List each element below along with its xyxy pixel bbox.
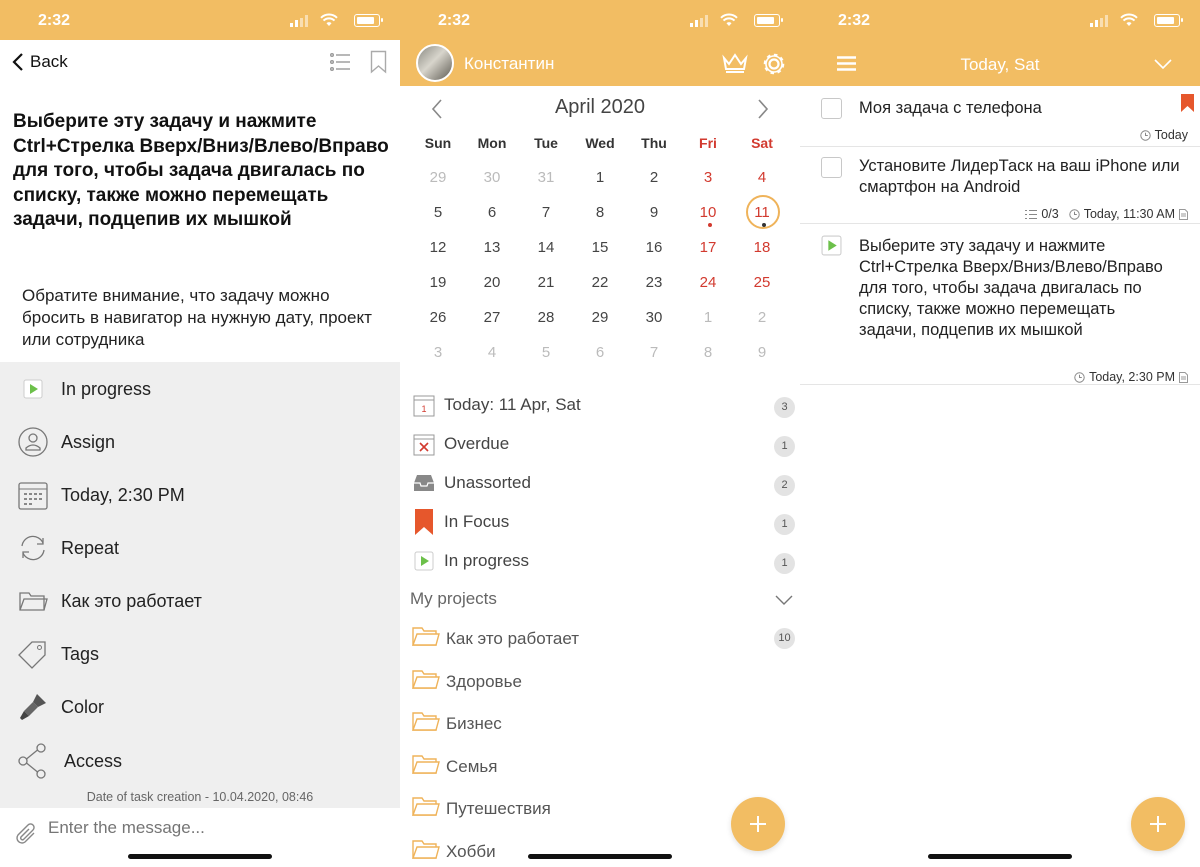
chevron-down-icon[interactable] (774, 594, 794, 606)
calendar-month: April 2020 (554, 96, 646, 118)
task-creation-date: Date of task creation - 10.04.2020, 08:46 (86, 790, 314, 804)
share-icon (16, 744, 50, 778)
project-item[interactable] (400, 704, 800, 744)
property-color[interactable] (0, 682, 400, 732)
task-text: Выберите эту задачу и нажмите Ctrl+Стрелка Вверх/Вниз/Влево/Вправо для того, чтобы задача двигалась по списку, также можно перемещать задачи, подцепив их мышкой (859, 237, 1163, 339)
property-label: Tags (61, 643, 100, 664)
status-bar (0, 0, 400, 40)
paperclip-icon[interactable] (14, 822, 40, 848)
bookmark-icon (1181, 94, 1194, 112)
battery-icon (354, 14, 380, 27)
project-item[interactable] (400, 747, 800, 787)
task-checkbox[interactable] (821, 157, 842, 178)
tag-icon (16, 637, 50, 671)
list-title[interactable]: Today, Sat (960, 55, 1040, 74)
property-label: Today, 2:30 PM (61, 484, 185, 505)
calendar-day[interactable]: 26 (429, 309, 447, 326)
calendar-day[interactable]: 20 (483, 274, 501, 291)
folder-icon (412, 625, 440, 647)
calendar-day[interactable]: 19 (429, 274, 447, 291)
task-due: Today, 11:30 AM (1083, 207, 1175, 221)
nav-item-label: In Focus (444, 512, 510, 531)
calendar-day[interactable]: 9 (649, 204, 659, 221)
folder-icon (412, 795, 440, 817)
task-checkbox[interactable] (821, 98, 842, 119)
property-access[interactable] (0, 736, 400, 786)
folder-icon (412, 753, 440, 775)
calendar-day[interactable]: 1 (703, 309, 713, 326)
nav-item-label: Today: 11 Apr, Sat (444, 395, 581, 414)
wifi-icon (320, 13, 338, 27)
task-meta (1074, 370, 1188, 384)
task-row[interactable] (800, 224, 1200, 385)
calendar-day[interactable]: 29 (591, 309, 609, 326)
calendar-day[interactable]: 18 (753, 239, 771, 256)
property-label: Access (64, 750, 123, 771)
calendar-day[interactable]: 4 (757, 169, 767, 186)
checklist-icon (1025, 209, 1037, 220)
calendar-day[interactable]: 6 (595, 344, 605, 361)
property-label: Repeat (61, 537, 120, 558)
brush-icon (16, 690, 50, 724)
svg-text:1: 1 (421, 404, 427, 414)
wifi-icon (1120, 13, 1138, 27)
calendar-day[interactable]: 3 (703, 169, 713, 186)
task-title[interactable]: Выберите эту задачу и нажмите Ctrl+Стрелка Вверх/Вниз/Влево/Вправо для того, чтобы задача двигалась по списку, также можно перемещать задачи, подцепив их мышкой (13, 111, 389, 230)
task-due: Today, 2:30 PM (1089, 370, 1175, 384)
nav-item-label: Unassorted (444, 473, 531, 492)
play-icon (16, 372, 50, 406)
note-icon (1179, 209, 1188, 220)
nav-item-in-progress[interactable] (400, 542, 800, 580)
project-label: Семья (446, 756, 498, 776)
calendar-day[interactable]: 2 (757, 309, 767, 326)
nav-item-overdue[interactable] (400, 425, 800, 463)
bookmark-icon (412, 509, 436, 535)
signal-icon (690, 15, 708, 27)
project-item[interactable] (400, 662, 800, 702)
home-indicator (928, 854, 1072, 859)
property-date[interactable] (0, 470, 400, 520)
project-item[interactable] (400, 619, 800, 659)
property-label: Как это работает (61, 590, 202, 611)
chevron-right-icon[interactable] (756, 98, 770, 120)
count-badge: 3 (774, 397, 795, 418)
message-input[interactable] (48, 818, 348, 838)
clock-icon (1074, 372, 1085, 383)
signal-icon (290, 15, 308, 27)
calendar-day[interactable]: 3 (433, 344, 443, 361)
signal-icon (1090, 15, 1108, 27)
calendar-day[interactable]: 7 (541, 204, 551, 221)
task-text: Установите ЛидерТаск на ваш iPhone или смартфон на Android (859, 157, 1180, 196)
calendar-day[interactable]: 30 (645, 309, 663, 326)
calendar-day[interactable]: 7 (649, 344, 659, 361)
calendar-day[interactable]: 4 (487, 344, 497, 361)
calendar-day[interactable]: 28 (537, 309, 555, 326)
subtask-count: 0/3 (1041, 207, 1059, 221)
event-dot (762, 223, 766, 227)
count-badge: 1 (774, 553, 795, 574)
task-text: Моя задача с телефона (859, 99, 1042, 117)
status-bar (800, 0, 1200, 40)
crown-icon[interactable] (722, 52, 748, 74)
weekday-label: Fri (699, 135, 717, 151)
back-label: Back (30, 52, 68, 71)
calendar-day[interactable]: 14 (537, 239, 555, 256)
calendar-day[interactable]: 12 (429, 239, 447, 256)
nav-item-label: Overdue (444, 434, 510, 453)
wifi-icon (720, 13, 738, 27)
add-task-button[interactable] (731, 797, 785, 851)
weekday-label: Wed (585, 135, 615, 151)
calendar-day[interactable]: 13 (483, 239, 501, 256)
chevron-down-icon[interactable] (1153, 58, 1173, 70)
weekday-label: Thu (641, 135, 667, 151)
calendar-day[interactable]: 24 (699, 274, 717, 291)
nav-item-label: In progress (444, 551, 530, 570)
folder-icon (412, 838, 440, 860)
calendar-day[interactable]: 11 (754, 204, 770, 221)
calendar-day[interactable]: 1 (595, 169, 605, 186)
status-bar (400, 0, 800, 40)
event-dot (708, 223, 712, 227)
calendar-day[interactable]: 16 (645, 239, 663, 256)
back-button[interactable] (12, 52, 68, 72)
calendar-day[interactable]: 22 (591, 274, 609, 291)
calendar-day[interactable]: 17 (699, 239, 717, 256)
project-label: Бизнес (446, 714, 502, 734)
avatar[interactable] (416, 44, 454, 82)
add-task-button[interactable] (1131, 797, 1185, 851)
count-badge: 2 (774, 475, 795, 496)
checklist-icon[interactable] (329, 51, 351, 73)
play-icon (821, 235, 842, 256)
weekday-label: Sat (751, 135, 773, 151)
calendar-day[interactable]: 23 (645, 274, 663, 291)
calendar-today-icon (412, 392, 436, 418)
property-label: Color (61, 696, 105, 717)
task-due: Today (1154, 128, 1188, 142)
task-row[interactable] (800, 86, 1200, 147)
property-label: Assign (61, 431, 116, 452)
property-repeat[interactable] (0, 523, 400, 573)
count-badge: 1 (774, 514, 795, 535)
task-meta (1140, 128, 1188, 142)
calendar-day[interactable]: 8 (595, 204, 605, 221)
calendar-day[interactable]: 5 (433, 204, 443, 221)
folder-icon (412, 668, 440, 690)
property-label: In progress (61, 378, 152, 399)
calendar-day[interactable]: 31 (537, 169, 555, 186)
nav-item-unassorted[interactable] (400, 464, 800, 502)
calendar-day[interactable]: 6 (487, 204, 497, 221)
calendar-overdue-icon (412, 431, 436, 457)
my-projects-header[interactable]: My projects (410, 589, 497, 608)
calendar-day[interactable]: 2 (649, 169, 659, 186)
status-time: 2:32 (438, 12, 471, 29)
status-time: 2:32 (38, 12, 71, 29)
task-list-screen (800, 0, 1200, 867)
calendar-day[interactable]: 9 (757, 344, 767, 361)
battery-icon (1154, 14, 1180, 27)
count-badge: 1 (774, 436, 795, 457)
calendar-day[interactable]: 29 (429, 169, 447, 186)
calendar-day[interactable]: 15 (591, 239, 609, 256)
task-properties-panel (0, 362, 400, 808)
status-time: 2:32 (838, 12, 871, 29)
project-label: Путешествия (446, 799, 551, 819)
plus-icon (1149, 815, 1167, 833)
task-note[interactable]: Обратите внимание, что задачу можно бросить в навигатор на нужную дату, проект или сотрудника (22, 286, 372, 349)
calendar-day[interactable]: 30 (483, 169, 501, 186)
user-name[interactable]: Константин (464, 54, 555, 73)
user-icon (16, 425, 50, 459)
calendar-day[interactable]: 8 (703, 344, 713, 361)
weekday-label: Sun (424, 135, 452, 151)
calendar-day[interactable]: 25 (753, 274, 771, 291)
repeat-icon (16, 531, 50, 565)
calendar-day[interactable]: 10 (699, 204, 717, 221)
play-icon (412, 548, 436, 574)
bookmark-icon[interactable] (370, 50, 387, 74)
calendar-day[interactable]: 27 (483, 309, 501, 326)
chevron-left-icon (12, 52, 24, 72)
property-status[interactable] (0, 364, 400, 414)
plus-icon (749, 815, 767, 833)
property-tags[interactable] (0, 629, 400, 679)
navigator-screen (400, 0, 800, 867)
clock-icon (1069, 209, 1080, 220)
home-indicator (528, 854, 672, 859)
project-label: Как это работает (446, 629, 580, 648)
weekday-label: Mon (477, 135, 507, 151)
note-icon (1179, 372, 1188, 383)
folder-icon (16, 584, 50, 618)
project-label: Здоровье (446, 671, 522, 691)
count-badge: 10 (774, 628, 795, 649)
task-detail-screen (0, 0, 400, 867)
task-meta (1025, 207, 1188, 221)
task-row[interactable] (800, 147, 1200, 224)
clock-icon (1140, 130, 1151, 141)
folder-icon (412, 710, 440, 732)
property-project[interactable] (0, 576, 400, 626)
property-assign[interactable] (0, 417, 400, 467)
nav-item-today[interactable] (400, 386, 800, 424)
calendar-day[interactable]: 5 (541, 344, 551, 361)
home-indicator (128, 854, 272, 859)
battery-icon (754, 14, 780, 27)
project-label: Хобби (446, 842, 496, 861)
gear-icon[interactable] (761, 51, 787, 77)
nav-item-in-focus[interactable] (400, 503, 800, 541)
calendar-icon (16, 478, 50, 512)
weekday-label: Tue (534, 135, 558, 151)
calendar-day[interactable]: 21 (537, 274, 555, 291)
inbox-icon (412, 470, 436, 496)
